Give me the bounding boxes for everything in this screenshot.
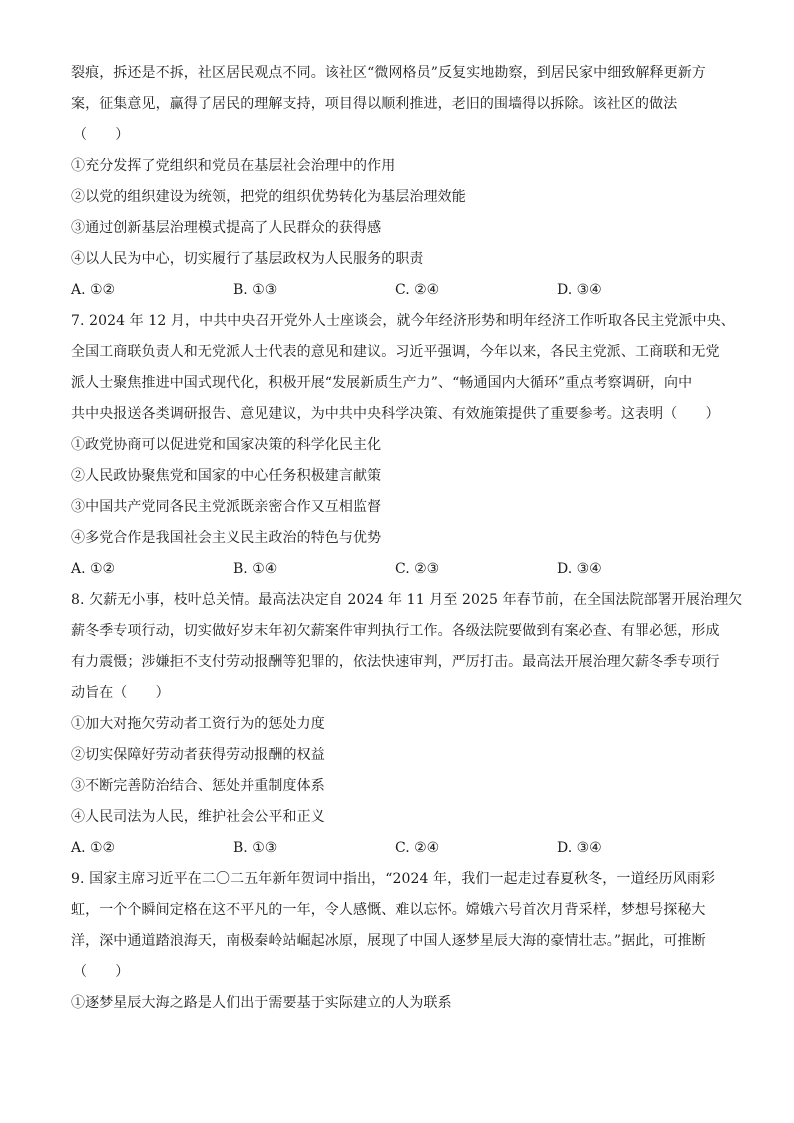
answer-blank: （ ） [73,127,130,143]
question-7 [71,306,735,585]
option-d: D. ③④ [557,282,602,298]
question-8 [71,585,743,864]
question-stem-line: 案，征集意见，赢得了居民的理解支持，项目得以顺利推进，老旧的围墙得以拆除。该社区的做法 [71,96,678,112]
statement-4: ④多党合作是我国社会主义民主政治的特色与优势 [71,530,382,546]
option-a: A. ①② [71,561,116,577]
option-c: C. ②③ [395,561,440,577]
option-c: C. ②④ [395,840,440,856]
option-c: C. ②④ [395,282,440,298]
question-stem-line: 虹，一个个瞬间定格在这不平凡的一年，令人感慨、难以忘怀。嫦娥六号首次月背采样，梦想号探秘大 [71,902,706,918]
question-stem-line: 洋，深中通道踏浪海天，南极秦岭站崛起冰原，展现了中国人逐梦星辰大海的豪情壮志。”据此，可推断 [71,933,706,949]
statement-1: ①逐梦星辰大海之路是人们出于需要基于实际建立的人为联系 [71,995,452,1011]
answer-options [71,554,727,585]
question-stem-line: 有力震慑；涉嫌拒不支付劳动报酬等犯罪的，依法快速审判，严厉打击。最高法开展治理欠薪冬季专项行 [71,654,720,670]
statement-1: ①加大对拖欠劳动者工资行为的惩处力度 [71,716,325,732]
question-stem-line: 动旨在（ ） [71,685,170,701]
statement-2: ②以党的组织建设为统领，把党的组织优势转化为基层治理效能 [71,189,466,205]
option-d: D. ③④ [557,840,602,856]
statement-3: ③通过创新基层治理模式提高了人民群众的获得感 [71,220,382,236]
question-stem-line: 7. 2024 年 12 月，中共中央召开党外人士座谈会，就今年经济形势和明年经济工作听取各民主党派中央、 [71,313,735,329]
option-a: A. ①② [71,840,116,856]
answer-options [71,275,727,306]
question-stem-line: 裂痕，拆还是不拆，社区居民观点不同。该社区“微网格员”反复实地勘察，到居民家中细致解释更新方 [71,65,706,81]
statement-4: ④以人民为中心，切实履行了基层政权为人民服务的职责 [71,251,424,267]
exam-page [71,58,743,1019]
question-stem-line: 9. 国家主席习近平在二〇二五年新年贺词中指出，“2024 年，我们一起走过春夏秋冬，一道经历风雨彩 [71,871,716,887]
statement-3: ③不断完善防治结合、惩处并重制度体系 [71,778,325,794]
answer-blank: （ ） [73,964,130,980]
question-stem-line: 薪冬季专项行动，切实做好岁末年初欠薪案件审判执行工作。各级法院要做到有案必查、有罪必惩，形成 [71,623,720,639]
statement-3: ③中国共产党同各民主党派既亲密合作又互相监督 [71,499,382,515]
option-b: B. ①③ [233,282,278,298]
question-stem-line: 共中央报送各类调研报告、意见建议，为中共中央科学决策、有效施策提供了重要参考。这表明（ ） [71,406,720,422]
option-d: D. ③④ [557,561,602,577]
statement-2: ②切实保障好劳动者获得劳动报酬的权益 [71,747,325,763]
question-stem-line: 派人士聚焦推进中国式现代化，积极开展“发展新质生产力”、“畅通国内大循环”重点考察调研，向中 [71,375,693,391]
question-9 [71,864,727,1019]
option-a: A. ①② [71,282,116,298]
question-6 [71,58,727,306]
question-stem-line: 8. 欠薪无小事，枝叶总关情。最高法决定自 2024 年 11 月至 2025 年春节前，在全国法院部署开展治理欠 [71,592,743,608]
answer-options [71,833,727,864]
statement-1: ①充分发挥了党组织和党员在基层社会治理中的作用 [71,158,396,174]
statement-2: ②人民政协聚焦党和国家的中心任务积极建言献策 [71,468,382,484]
statement-4: ④人民司法为人民，维护社会公平和正义 [71,809,325,825]
option-b: B. ①④ [233,561,278,577]
option-b: B. ①③ [233,840,278,856]
statement-1: ①政党协商可以促进党和国家决策的科学化民主化 [71,437,382,453]
question-stem-line: 全国工商联负责人和无党派人士代表的意见和建议。习近平强调，今年以来，各民主党派、工商联和无党 [71,344,720,360]
